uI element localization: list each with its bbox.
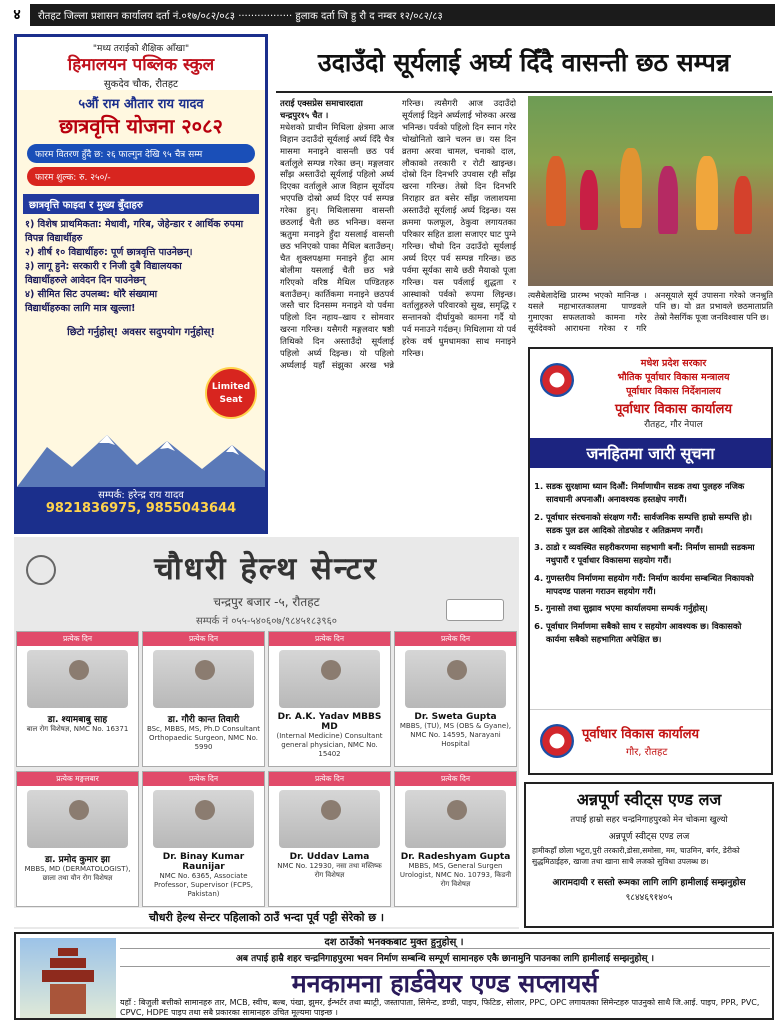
benefit-item: २) शीर्ष १० विद्यार्थीहरु: पूर्ण छात्रवृत्ति पाउनेछन्।	[25, 247, 193, 258]
mountain-illustration	[17, 427, 265, 487]
doctor-photo	[279, 790, 380, 848]
hardware-top: दश ठाउँको भनक्कबाट मुक्त हुनुहोस् ।	[324, 937, 464, 948]
article-body	[280, 98, 516, 530]
doctor-name: Dr. Radeshyam Gupta	[400, 852, 511, 862]
gov-line: भौतिक पूर्वाधार विकास मन्त्रालय	[617, 372, 730, 383]
nepal-emblem	[540, 724, 574, 758]
headline-rule	[276, 91, 772, 93]
school-contact	[17, 487, 265, 531]
doctor-card	[142, 631, 265, 767]
notice-item: 6. पूर्वाधार निर्माणमा सबैको साथ र सहयोग आवश्यक छ। विकासको कार्यमा सबैको सहभागिता अपेक्षित छ।	[546, 620, 761, 647]
sweets-line2: अन्नपूर्ण स्वीट्स एण्ड लज	[608, 832, 690, 842]
doctor-detail: MBBS, MS, General Surgen Urologist, NMC No. 10793, किडनी रोग विशेषज्ञ	[399, 862, 512, 888]
hardware-name: मनकामना हार्डवेयर एण्ड सप्लायर्स	[291, 969, 599, 998]
contact-phones: 9821836975, 9855043644	[45, 501, 237, 516]
doctor-photo	[153, 790, 254, 848]
doctor-schedule: प्रत्येक दिन	[143, 632, 264, 646]
notice-item: 5. गुनासो तथा सुझाव भएमा कार्यालयमा सम्पर्क गर्नुहोस्।	[546, 602, 761, 615]
doctor-schedule: प्रत्येक दिन	[395, 632, 516, 646]
doctor-photo	[279, 650, 380, 708]
doctor-photo	[27, 790, 128, 848]
doctor-photo	[405, 650, 506, 708]
article-byline: तराई एक्सप्रेस समाचारदाता	[280, 98, 363, 108]
doctor-schedule: प्रत्येक दिन	[269, 772, 390, 786]
doctor-detail: (Internal Medicine) Consultant general physician, NMC No. 15402	[276, 732, 383, 758]
gov-office: पूर्वाधार विकास कार्यालय	[614, 402, 733, 417]
temple-illustration	[20, 938, 116, 1018]
doctor-name: Dr. Uddav Lama	[289, 852, 370, 862]
doctor-photo	[153, 650, 254, 708]
page-header	[4, 4, 775, 26]
doctor-detail: NMC No. 12930, नसा तथा मस्तिष्क रोग विशेषज्ञ	[277, 862, 382, 879]
doctor-photo	[27, 650, 128, 708]
form-fee: फारम शुल्क: रु. २५०/-	[27, 167, 255, 186]
footer-office: पूर्वाधार विकास कार्यालय	[582, 727, 700, 742]
notice-item: 4. गुणस्तरीय निर्माणमा सहयोग गरौं: निर्माण कार्यमा सम्बन्धित निकायको मापदण्ड पालना गराउन सहयोग गरौं।	[546, 572, 761, 599]
doctor-detail: MBBS, MD (DERMATOLOGIST), छाला तथा यौन रोग विशेषज्ञ	[24, 865, 131, 882]
doctor-schedule: प्रत्येक मङ्गलबार	[17, 772, 138, 786]
chhath-festival-photo	[528, 96, 773, 286]
article-headline: उदाउँदो सूर्यलाई अर्घ्य दिँदै वासन्ती छठ सम्पन्न	[317, 48, 731, 77]
scholarship-name: ५औं राम औतार राय यादव	[78, 97, 204, 112]
contact-label: सम्पर्क: हरेन्द्र राय यादव	[98, 490, 184, 501]
footer-location: गौर, रौतहट	[626, 747, 668, 758]
hardware-desc: यहाँ : बिजुली बत्तीको सामानहरु तार, MCB, स्वीच, बल्ब, पंखा, झुमर, ईन्भर्टर तथा ब्याट्री, जस्तापाता, सिमेन्ट, डण्डी, पाइप, फिटिङ, सोलार, PPC, OPC लगायतका सिमेन्टहरु पाउनुको साथै जि.आई. पाइप, PPR, PVC, CPVC, HDPE पाइप तथा सबै प्रकारका सामानहरु उचित मूल्यमा पाइन्छ ।	[120, 998, 760, 1017]
gov-location: रौतहट, गौर नेपाल	[644, 420, 703, 430]
doctor-schedule: प्रत्येक दिन	[17, 632, 138, 646]
school-ad	[14, 34, 268, 534]
header-text: रौतहट जिल्ला प्रशासन कार्यालय दर्ता नं.०१७/०८२/०८३ ················· हुलाक दर्ता जि हु रौ द नम्बर १२/०८२/८३	[38, 11, 443, 22]
doctor-name: Dr. Binay Kumar Raunijar	[162, 852, 245, 872]
health-center-name: चौधरी हेल्थ सेन्टर	[154, 551, 378, 587]
nepal-emblem	[540, 363, 574, 397]
doctor-detail: BSc, MBBS, MS, Ph.D Consultant Orthopaedic Surgeon, NMC No. 5990	[146, 725, 261, 751]
sweets-ad	[524, 782, 774, 928]
scholarship-scheme: छात्रवृत्ति योजना २०८२	[59, 114, 223, 138]
sweets-line1: तपाईं हाम्रो सहर चन्द्रनिगाहपुरको मेन चोकमा खुल्यो	[570, 815, 728, 825]
doctor-card	[268, 631, 391, 767]
doctor-name: डा. गौरी कान्त तिवारी	[167, 715, 240, 725]
health-contact: सम्पर्क नं ०५५-५४०६०७/९८४५१८३९६०	[196, 616, 337, 627]
doctor-name: Dr. A.K. Yadav MBBS MD	[277, 712, 382, 732]
school-address: सुकदेव चौक, रौतहट	[103, 79, 179, 90]
benefit-item: ४) सीमित सिट उपलब्ध: थोरै संख्यामा विद्यार्थीहरुका लागि मात्र खुल्ला!	[25, 289, 158, 314]
form-dates: फारम वितरण हुँदै छ: २६ फाल्गुन देखि ९५ चैत्र सम्म	[27, 144, 255, 163]
notice-item: 2. पूर्वाधार संरचनाको संरक्षण गरौं: सार्वजनिक सम्पत्ति हाम्रो सम्पत्ति हो। सडक पुल ढल आदिको तोडफोड र अतिक्रमण नगरौं।	[546, 511, 761, 538]
government-notice	[528, 347, 773, 775]
school-tagline: "मध्य तराईको शैक्षिक आँखा"	[92, 44, 190, 54]
ambulance-icon	[446, 599, 504, 621]
doctor-card	[268, 771, 391, 907]
health-center-ad	[14, 537, 519, 929]
doctor-schedule: प्रत्येक दिन	[143, 772, 264, 786]
benefit-item: ३) लागू हुने: सरकारी र निजी दुबै विद्यालयका विद्यार्थीहरुले आवेदन दिन पाउनेछन्	[25, 261, 182, 286]
gov-line: पूर्वाधार विकास निर्देशनालय	[626, 386, 721, 397]
benefits-list	[17, 216, 265, 318]
school-cta: छिटो गर्नुहोस्! अवसर सदुपयोग गर्नुहोस्!	[67, 327, 215, 338]
benefits-heading: छात्रवृत्ति फाइदा र मुख्य बुँदाहरु	[23, 194, 259, 214]
health-note: चौधरी हेल्थ सेन्टर पहिलाको ठाउँ भन्दा पूर्व पट्टी सेरेको छ ।	[14, 908, 519, 927]
notice-items	[530, 476, 771, 646]
doctor-photo	[405, 790, 506, 848]
notice-footer	[530, 709, 771, 773]
health-location: चन्द्रपुर बजार -५, रौतहट	[213, 595, 320, 609]
doctor-card	[16, 631, 139, 767]
notice-item: 3. ठाडो र व्यवस्थित सहरीकरणमा सहभागी बनौं: निर्माण सामग्री सडकमा नथुपारौं र पूर्वाधार विकासमा सहयोग गरौं।	[546, 541, 761, 568]
page-number: ४	[4, 4, 30, 26]
doctor-card	[394, 771, 517, 907]
doctor-card	[394, 631, 517, 767]
sweets-slogan: आरामदायी र सस्तो रूमका लागि लागि हामीलाई सम्झनुहोस	[552, 878, 746, 888]
notice-title: जनहितमा जारी सूचना	[530, 438, 771, 468]
notice-item: 1. सडक सुरक्षामा ध्यान दिऔं: निर्माणाधीन सडक तथा पुलहरु नजिक सावधानी अपनाऔं। अनावश्यक हस्तक्षेप नगरौं।	[546, 480, 761, 507]
school-name: हिमालयन पब्लिक स्कुल	[67, 55, 215, 75]
doctor-detail: MBBS, (TU), MS (OBS & Gyane), NMC No. 14595, Narayani Hospital	[399, 722, 512, 748]
doctor-detail: NMC No. 6365, Associate Professor, Supervisor (FCPS, Pakistan)	[154, 872, 253, 898]
doctor-schedule: प्रत्येक दिन	[395, 772, 516, 786]
hardware-ad	[14, 932, 774, 1020]
doctor-detail: बाल रोग विशेषज्ञ, NMC No. 16371	[26, 725, 129, 733]
benefit-item: १) विशेष प्राथमिकता: मेधावी, गरिब, जेहेन्डार र आर्थिक रुपमा विपन्न विद्यार्थीहरु	[25, 219, 244, 244]
doctor-card	[16, 771, 139, 907]
doctor-name: Dr. Sweta Gupta	[414, 712, 497, 722]
gov-line: मधेश प्रदेश सरकार	[640, 358, 707, 369]
doctor-name: डा. श्यामबाबु साह	[47, 715, 108, 725]
sweets-phone: ९८४४६९१४०५	[625, 893, 673, 903]
doctor-name: डा. प्रमोद कुमार झा	[44, 855, 111, 865]
article-text: मधेशको प्राचीन मिथिला क्षेत्रमा आज विहान उदाउँदो सूर्यलाई अर्घ्य दिँदै चैत्र मासमा मनाइने वासन्ती छठ पर्व बर्तालुले सम्पन्न गरेका छन्। मङ्गलवार साँझ अस्ताउँदो सूर्यलाई पहिलो अर्घ्य दिएका वर्तालुले आज विहान सूर्योदय भएपछि दोस्रो अर्घ्य दिएर पर्व सम्पन्न गरेका हुन्। मिथिलासमा वासन्ती छठलाई चैती छठ भनिन्छ। वसन्त ऋतुमा मनाइने हुँदा यसलाई वासन्ती छठ भनिएको पाका मैथिल बताउँछन्। चैत शुक्लपक्षमा मनाइने हुँदा आम बोलीमा यसलाई चैती छठ भन्ने गरिएको वरिष्ठ मैथिल पण्डितहरु बताउँछन्। कार्तिकमा मनाइने छठपर्व जस्तै चार दिनसम्म मनाइने यो पर्वमा पहिलो दिन नहाय–खाय र सोमवार खरना गरिन्छ। यसैगरी मङ्गलवार षष्ठी तिथिको दिन अस्ताउँदो सूर्यलाई पहिलो अर्घ्य दिइन्छ। यो पहिलो अर्घ्यलाई यहाँ संझुका अरख भन्ने गरिन्छ। त्यसैगरी आज उदाउँदो सूर्यलाई दिइने अर्घ्यलाई भोरुका अरख भनिन्छ। पर्वको पहिलो दिन स्नान गरेर चोखोनितो खाने चलन छ। यस दिन व्रतमा अरवा चामल, चनाको दाल, लौकाको तरकारी र रोटी खाइन्छ। दोस्रो दिन दिनभरि उपवास रही साँझ खरना गरिन्छ। तेस्रो दिन दिनभरि निराहार व्रत बसेर साँझ जलाशयमा अस्ताउँदो सूर्यलाई अर्घ्य दिइन्छ। यस क्रममा फलफूल, ठेकुवा लगायतका परिकार सहित डाला सजाएर घाट पुग्ने गरिन्छ। चौथो दिन उदाउँदो सूर्यलाई अर्घ्य दिएर पर्व सम्पन्न गरिन्छ। छठ पर्वमा सूर्यका साथै छठी मैयाको पूजा गरिन्छ। यस पर्वलाई शुद्धता र आस्थाको पर्वको रूपमा लिइन्छ। वर्तालुहरुले परिवारको सुख, समृद्धि र सन्तानको दीर्घायुको कामना गर्दै यो पर्व मनाउने गर्दछन्। मिथिलामा यो पर्व हरेक वर्ष धुमधामका साथ मनाइने गरिन्छ।	[280, 98, 516, 370]
doctor-card	[142, 771, 265, 907]
doctor-schedule: प्रत्येक दिन	[269, 632, 390, 646]
hardware-line: अब तपाई हाम्रै शहर चन्द्रनिगाहपुरमा भवन निर्माण सम्बन्धि सम्पूर्ण सामानहरु एकै छानामुनि पाउनका लागि हामीलाई सम्झनुहोस् ।	[120, 948, 770, 967]
limited-seat-badge: Limited Seat	[205, 367, 257, 419]
article-dateline: चन्द्रपुर१५ चैत ।	[280, 109, 329, 120]
article-continued: त्यसैबेलादेखि प्रारम्भ भएको मानिन्छ । यसले महाभारतकालमा पाण्डवले गुमाएका सफलताको कामना गरेर सूर्यदेवको आराधना गरेका र गरि अनसूयाले सूर्य उपासना गरेको जनश्रुति पनि छ। यो व्रत प्रभावले छठमाताप्रति तेस्रो नैसर्गिक पूजा जनविश्वास पनि छ।	[528, 290, 773, 333]
sweets-items: हामीकहाँ छोला भटुरा,पुरी तरकारी,डोसा,समोसा, मम, चाउमिन, बर्गर, डेरीको सुद्धमिठाईहरु, खाजा तथा खाना साथै लजको सुविधा उपलब्ध छ।	[532, 846, 740, 866]
sweets-name: अन्नपूर्ण स्वीट्स एण्ड लज	[576, 790, 722, 809]
